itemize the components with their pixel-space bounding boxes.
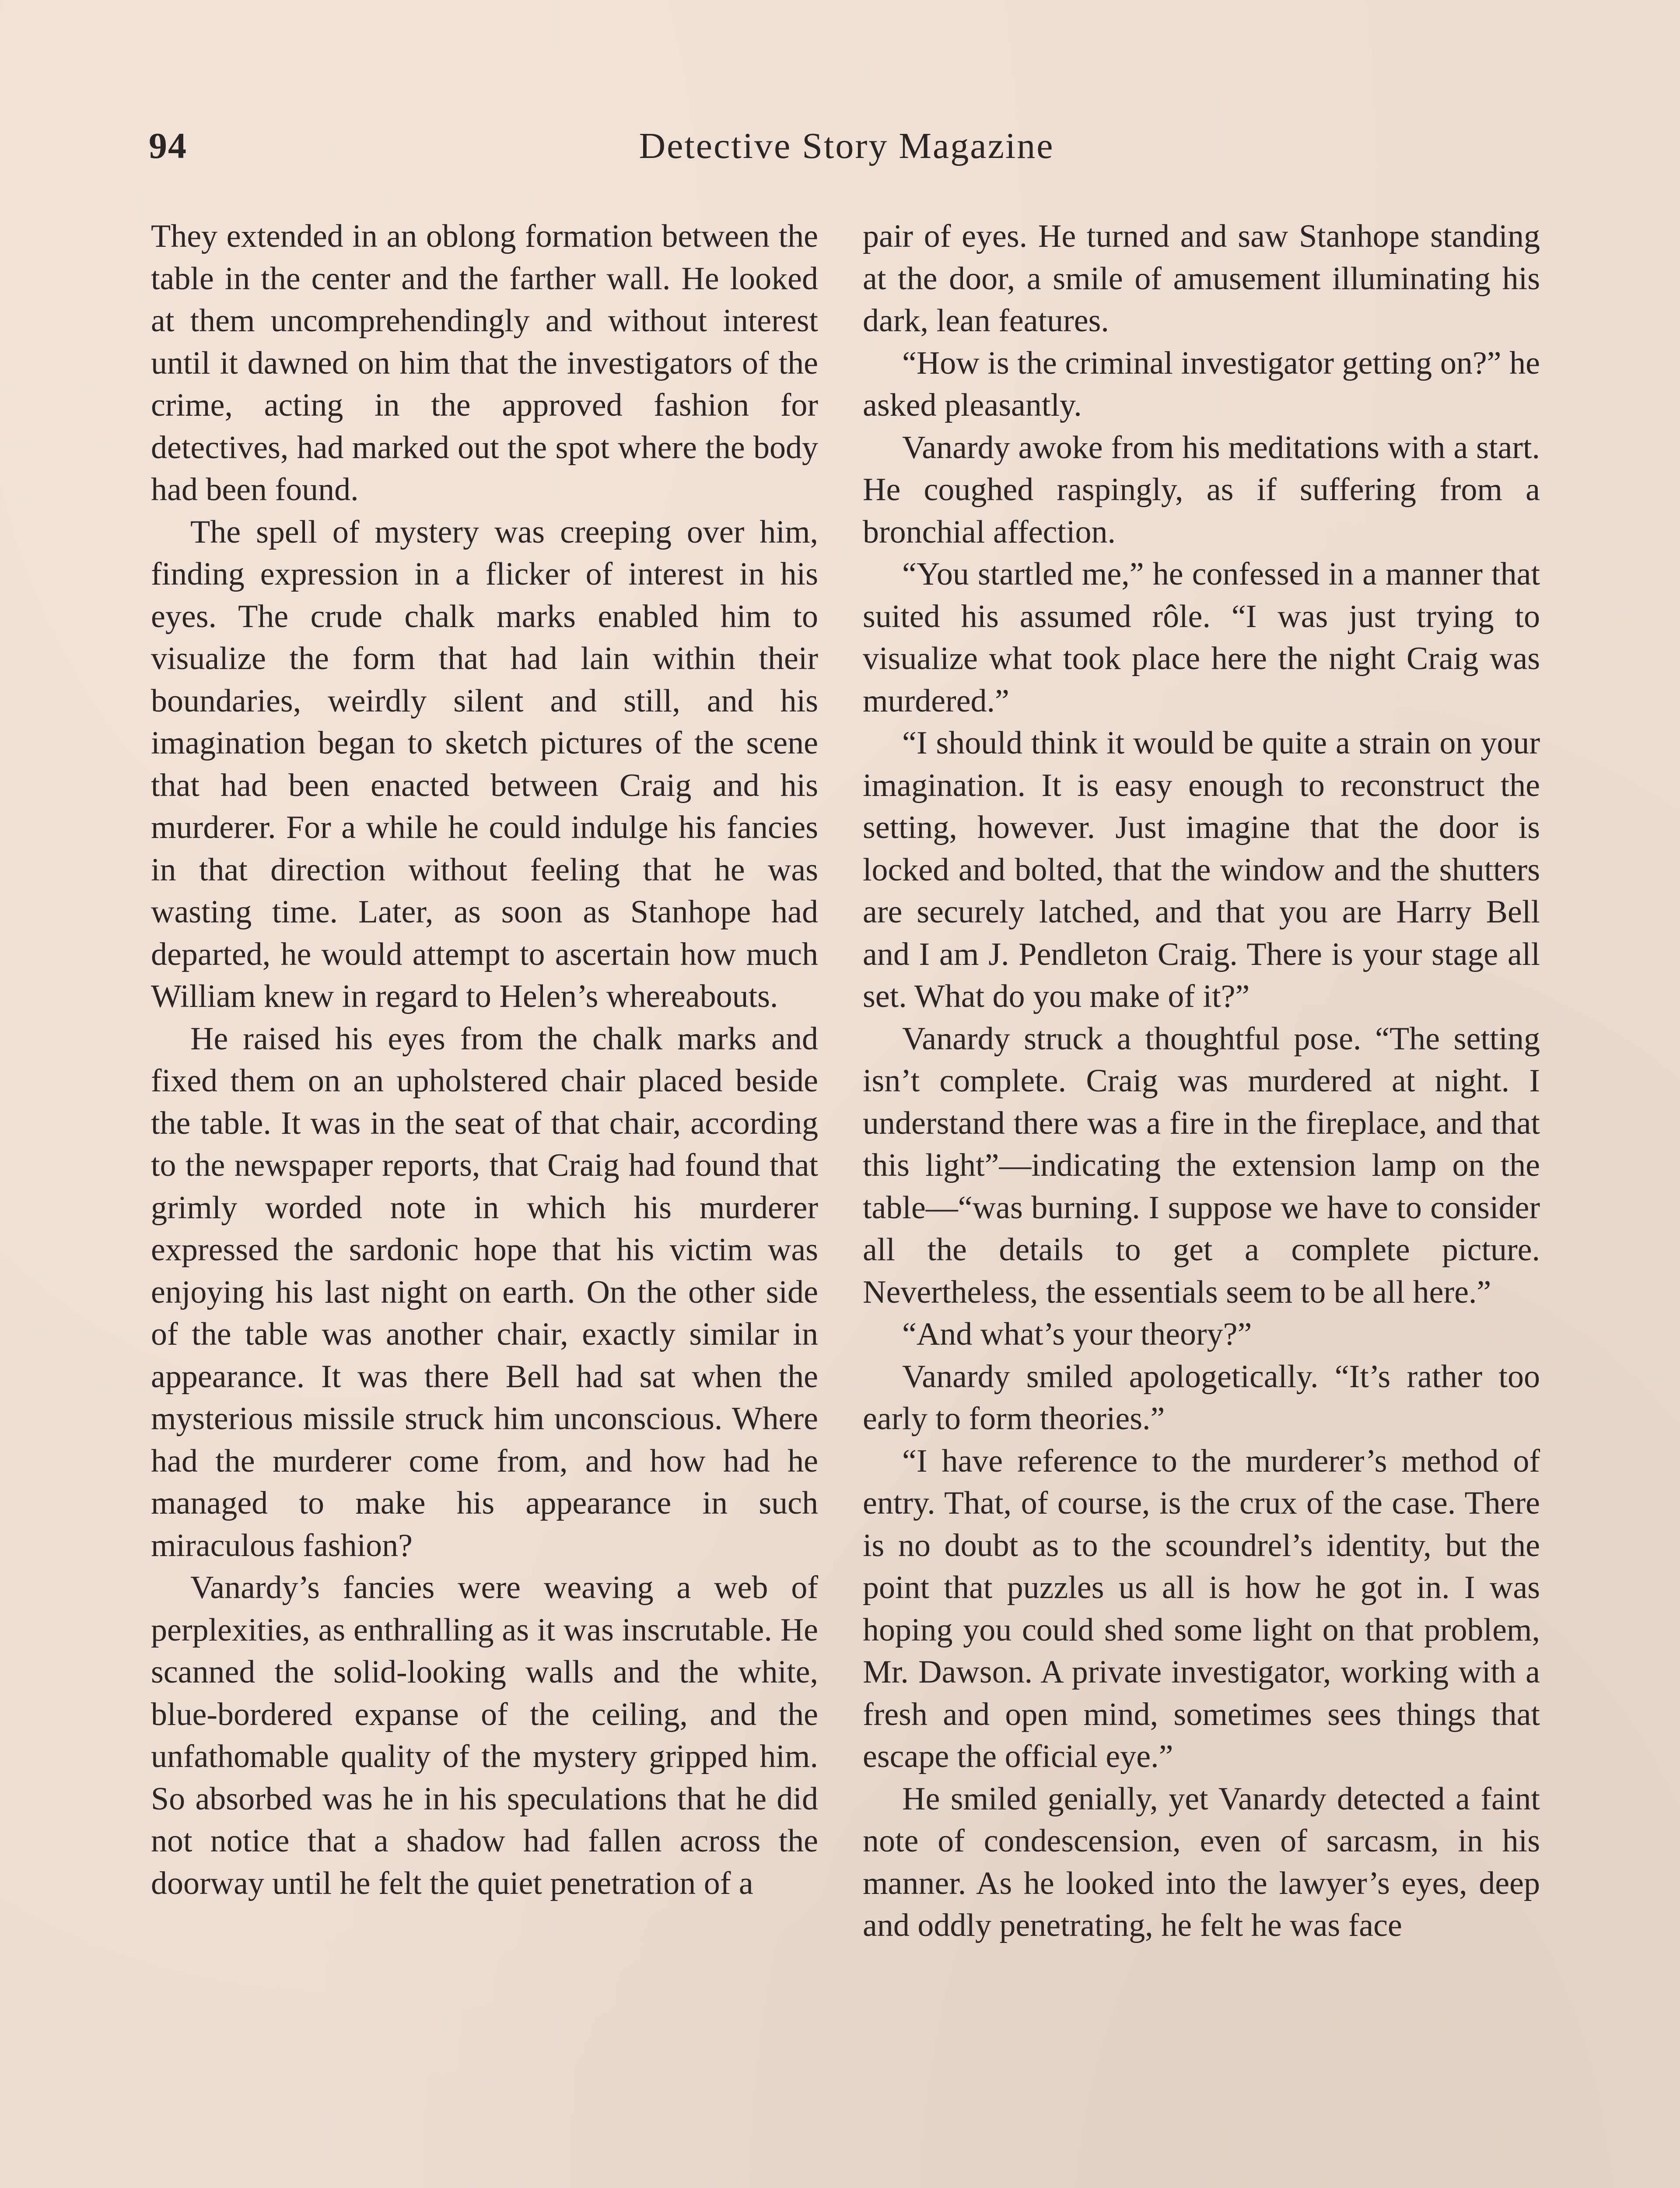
left-text-column <box>151 215 818 1904</box>
paragraph: Vanardy struck a thoughtful pose. “The setting isn’t complete. Craig was murdered at night. I understand there was a fire in the fireplace, and that this light”—indicating the extension lamp on the table—“was burning. I suppose we have to consider all the details to get a complete picture. Nevertheless, the essentials seem to be all here.” <box>863 1020 1540 1310</box>
paragraph: “How is the criminal investigator getting on?” he asked pleasantly. <box>863 345 1540 423</box>
paragraph: They extended in an oblong formation between the table in the center and the farther wall. He looked at them uncomprehendingly and without interest until it dawned on him that the investigators of the crime, acting in the approved fashion for detectives, had marked out the spot where the body had been found. <box>151 218 818 508</box>
paragraph: Vanardy’s fancies were weaving a web of perplexities, as enthralling as it was inscrutable. He scanned the solid-looking walls and the white, blue-bordered expanse of the ceiling, and the unfathomable quality of the mystery gripped him. So absorbed was he in his speculations that he did not notice that a shadow had fallen across the doorway until he felt the quiet penetration of a <box>151 1570 818 1901</box>
paragraph: pair of eyes. He turned and saw Stanhope standing at the door, a smile of amusement illuminating his dark, lean features. <box>863 218 1540 339</box>
paragraph: “I should think it would be quite a strain on your imagination. It is easy enough to reconstruct the setting, however. Just imagine that the door is locked and bolted, that the window and the shutters are securely latched, and that you are Harry Bell and I am J. Pendleton Craig. There is your stage all set. What do you make of it?” <box>863 725 1540 1014</box>
paragraph: The spell of mystery was creeping over him, finding expression in a flicker of interest in his eyes. The crude chalk marks enabled him to visualize the form that had lain within their boundaries, weirdly silent and still, and his imagination began to sketch pictures of the scene that had been enacted between Craig and his murderer. For a while he could indulge his fancies in that direction without feeling that he was wasting time. Later, as soon as Stanhope had departed, he would attempt to ascertain how much William knew in regard to Helen’s whereabouts. <box>151 514 818 1014</box>
page-number: 94 <box>149 126 187 166</box>
paragraph: Vanardy awoke from his meditations with a start. He coughed raspingly, as if suffering from a bronchial affection. <box>863 429 1540 550</box>
paragraph: He raised his eyes from the chalk marks and fixed them on an upholstered chair placed beside the table. It was in the seat of that chair, according to the newspaper reports, that Craig had found that grimly worded note in which his murderer expressed the sardonic hope that his victim was enjoying his last night on earth. On the other side of the table was another chair, exactly similar in appearance. It was there Bell had sat when the mysterious missile struck him unconscious. Where had the murderer come from, and how had he managed to make his appearance in such miraculous fashion? <box>151 1020 818 1564</box>
right-text-column <box>863 215 1540 1947</box>
running-head-title: Detective Story Magazine <box>639 126 1054 166</box>
paragraph: “And what’s your theory?” <box>902 1316 1252 1352</box>
paragraph: Vanardy smiled apologetically. “It’s rather too early to form theories.” <box>863 1358 1540 1437</box>
paragraph: “I have reference to the murderer’s method of entry. That, of course, is the crux of the case. There is no doubt as to the scoundrel’s identity, but the point that puzzles us all is how he got in. I was hoping you could shed some light on that problem, Mr. Dawson. A private investigator, working with a fresh and open mind, sometimes sees things that escape the official eye.” <box>863 1443 1540 1774</box>
page-header <box>149 125 1544 186</box>
paragraph: “You startled me,” he confessed in a manner that suited his assumed rôle. “I was just trying to visualize what took place here the night Craig was murdered.” <box>863 556 1540 719</box>
paragraph: He smiled genially, yet Vanardy detected a faint note of condescension, even of sarcasm, in his manner. As he looked into the lawyer’s eyes, deep and oddly penetrating, he felt he was face <box>863 1781 1540 1943</box>
